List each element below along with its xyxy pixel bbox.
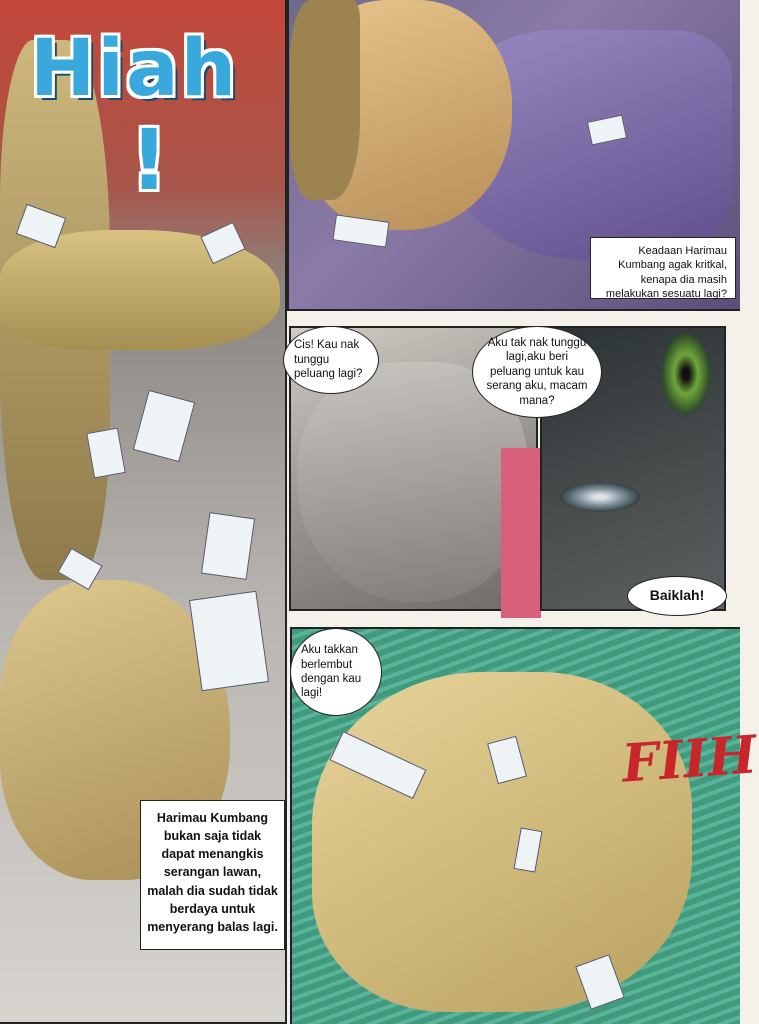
staring-eye [560, 482, 640, 512]
speech-bubble-3: Baiklah! [627, 576, 727, 616]
glass-shard [133, 390, 195, 462]
speech-bubble-2: Aku tak nak tunggu lagi,aku beri peluang untuk kau serang aku, macam mana? [472, 326, 602, 418]
sfx-fiih: FIIH [620, 724, 759, 795]
caption-left-bottom: Harimau Kumbang bukan saja tidak dapat menangkis serangan lawan, malah dia sudah tidak berdaya untuk menyerang balas lagi. [140, 800, 285, 950]
speech-bubble-1: Cis! Kau nak tunggu peluang lagi? [283, 326, 379, 394]
sfx-hiah-exclaim: ! [130, 111, 169, 209]
green-eye [662, 334, 710, 414]
caption-top-right: Keadaan Harimau Kumbang agak kritkal, kenapa dia masih melakukan sesuatu lagi? [590, 237, 736, 299]
man-hair [290, 0, 360, 200]
panel-left-action [0, 0, 287, 1024]
red-background-strip [501, 448, 541, 618]
sfx-hiah: Hiah [30, 24, 239, 114]
glass-shard [86, 428, 126, 479]
glass-shard [201, 512, 255, 580]
glass-shard [189, 591, 269, 692]
speech-bubble-4: Aku takkan berlembut dengan kau lagi! [290, 628, 382, 716]
open-hand [312, 672, 692, 1012]
